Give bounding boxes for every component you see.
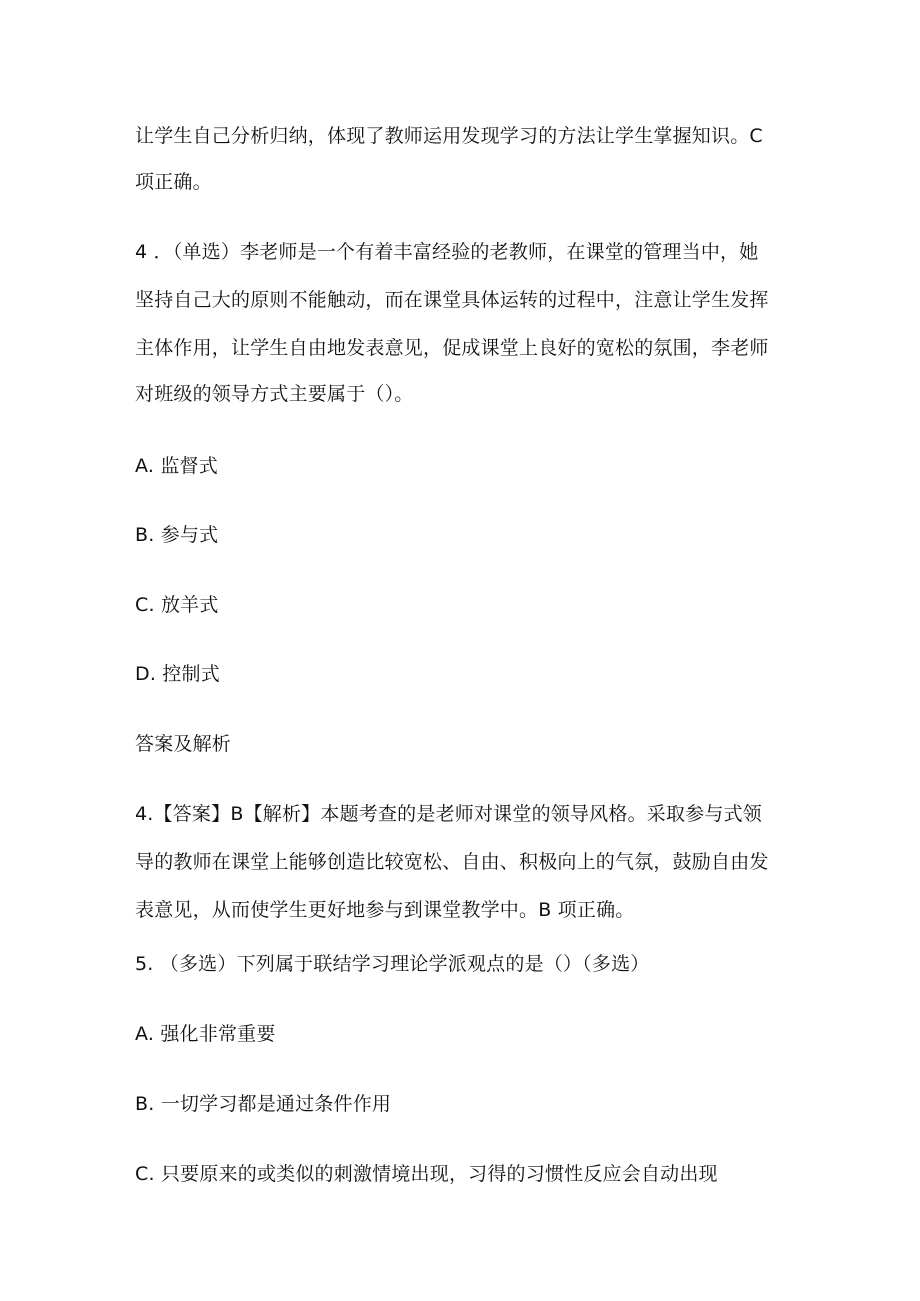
question-5-option-b: B. 一切学习都是通过条件作用 [135,1093,392,1115]
question-4-option-a: A. 监督式 [135,455,218,477]
question-5-option-c: C. 只要原来的或类似的刺激情境出现，习得的习惯性反应会自动出现 [135,1163,718,1185]
question-4-stem-line: 坚持自己大的原则不能触动，而在课堂具体运转的过程中，注意让学生发挥 [135,289,769,311]
answer-4-line: 4.【答案】B【解析】本题考查的是老师对课堂的领导风格。采取参与式领 [135,803,762,825]
question-4-option-c: C. 放羊式 [135,594,219,616]
question-4-option-b: B. 参与式 [135,524,219,546]
question-4-option-d: D. 控制式 [135,663,220,685]
question-4-stem-line: 对班级的领导方式主要属于（）。 [135,383,414,405]
question-4-stem-line: 4 ．（单选）李老师是一个有着丰富经验的老教师，在课堂的管理当中，她 [135,241,759,263]
explanation-text-line: 让学生自己分析归纳，体现了教师运用发现学习的方法让学生掌握知识。C [135,125,763,147]
question-4-stem-line: 主体作用，让学生自由地发表意见，促成课堂上良好的宽松的氛围，李老师 [135,337,769,359]
explanation-text-line: 项正确。 [135,171,212,193]
answer-4-line: 表意见，从而使学生更好地参与到课堂教学中。B 项正确。 [135,899,635,921]
answer-heading: 答案及解析 [135,733,232,755]
question-5-option-a: A. 强化非常重要 [135,1023,276,1045]
question-5-stem: 5. （多选）下列属于联结学习理论学派观点的是（）（多选） [135,953,650,975]
answer-4-line: 导的教师在课堂上能够创造比较宽松、自由、积极向上的气氛，鼓励自由发 [135,851,769,873]
